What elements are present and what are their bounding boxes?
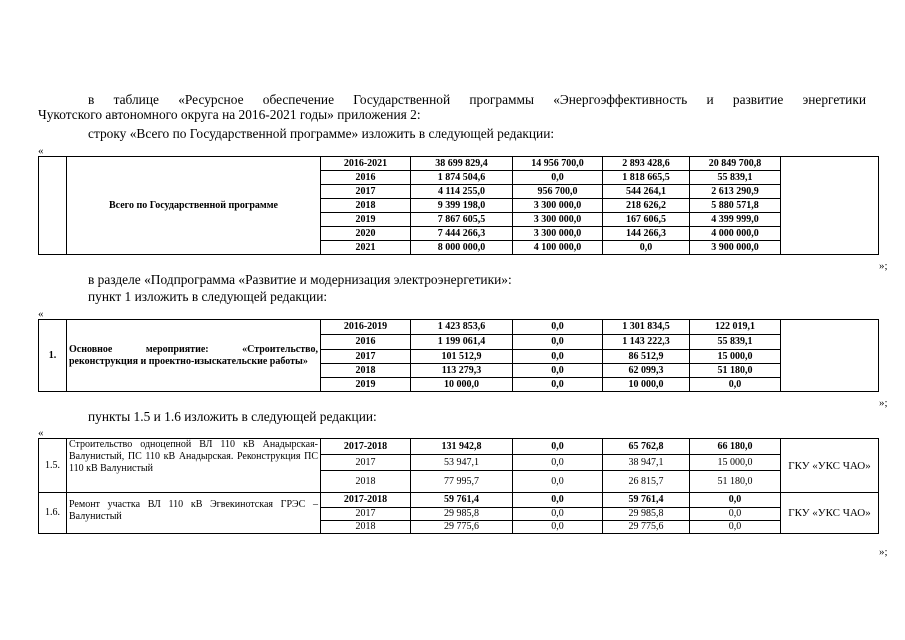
table-cell: 101 512,9 <box>411 350 513 364</box>
table-cell: 29 985,8 <box>603 508 690 521</box>
table-cell: 4 100 000,0 <box>513 241 603 255</box>
table-cell: 1 874 504,6 <box>411 171 513 185</box>
table-cell: 2016-2021 <box>321 157 411 171</box>
table-cell: 0,0 <box>513 335 603 350</box>
table-cell: 10 000,0 <box>603 378 690 392</box>
table-cell: 2 613 290,9 <box>690 185 781 199</box>
table-cell: 0,0 <box>513 471 603 493</box>
table-cell: 2017 <box>321 508 411 521</box>
close-quote-3: »; <box>879 546 888 558</box>
table-cell: 144 266,3 <box>603 227 690 241</box>
table-cell: 113 279,3 <box>411 364 513 378</box>
table-cell: 15 000,0 <box>690 455 781 471</box>
table-cell: 15 000,0 <box>690 350 781 364</box>
table-cell: 1 143 222,3 <box>603 335 690 350</box>
table-cell: 122 019,1 <box>690 320 781 335</box>
table-row <box>39 157 879 171</box>
table-cell: 3 300 000,0 <box>513 199 603 213</box>
table-cell: 0,0 <box>690 508 781 521</box>
close-quote-1: »; <box>879 260 888 272</box>
paragraph-items-15-16-instruction: пункты 1.5 и 1.6 изложить в следующей редакции: <box>88 409 377 424</box>
table-cell: 66 180,0 <box>690 439 781 455</box>
table-cell: 53 947,1 <box>411 455 513 471</box>
table-cell-num: 1. <box>39 320 67 392</box>
table-cell: 2018 <box>321 521 411 534</box>
table-row <box>39 493 879 508</box>
paragraph-table-intro: в таблице «Ресурсное обеспечение Государственной программы «Энергоэффективность и развитие энергетики <box>88 92 866 107</box>
table-cell: 167 606,5 <box>603 213 690 227</box>
table-cell-label: Основное мероприятие: «Строительство, реконструкция и проектно-изыскательские работы» <box>67 320 321 392</box>
table-cell: 86 512,9 <box>603 350 690 364</box>
table-cell: 0,0 <box>690 521 781 534</box>
table-cell: 1 199 061,4 <box>411 335 513 350</box>
table-cell: 1 423 853,6 <box>411 320 513 335</box>
table-cell: 0,0 <box>513 493 603 508</box>
table-cell: 3 300 000,0 <box>513 213 603 227</box>
close-quote-2: »; <box>879 397 888 409</box>
table-cell: 77 995,7 <box>411 471 513 493</box>
table-cell: 7 867 605,5 <box>411 213 513 227</box>
table-cell-num <box>39 157 67 255</box>
table-cell: 0,0 <box>690 493 781 508</box>
table-cell: 5 880 571,8 <box>690 199 781 213</box>
table-cell-num: 1.6. <box>39 493 67 534</box>
table-cell: 218 626,2 <box>603 199 690 213</box>
table-cell: 2019 <box>321 378 411 392</box>
table-cell: 0,0 <box>513 455 603 471</box>
table-cell: 55 839,1 <box>690 171 781 185</box>
table-cell-executor <box>781 157 879 255</box>
table-cell: 956 700,0 <box>513 185 603 199</box>
table-cell: 2017 <box>321 185 411 199</box>
table-cell: 51 180,0 <box>690 364 781 378</box>
table-cell: 38 699 829,4 <box>411 157 513 171</box>
table-cell: 4 000 000,0 <box>690 227 781 241</box>
table-cell: 0,0 <box>513 521 603 534</box>
table-cell: 59 761,4 <box>603 493 690 508</box>
table-cell: 2017 <box>321 455 411 471</box>
table-cell: 0,0 <box>690 378 781 392</box>
table-cell: 3 900 000,0 <box>690 241 781 255</box>
table-cell: 0,0 <box>513 171 603 185</box>
table-cell: 0,0 <box>513 364 603 378</box>
table-cell: 4 114 255,0 <box>411 185 513 199</box>
table-cell: 62 099,3 <box>603 364 690 378</box>
table-cell-num: 1.5. <box>39 439 67 493</box>
table-cell: 8 000 000,0 <box>411 241 513 255</box>
table-items-15-16 <box>38 438 879 534</box>
open-quote-1: « <box>38 145 44 157</box>
table-cell: 51 180,0 <box>690 471 781 493</box>
table-cell: 29 775,6 <box>603 521 690 534</box>
table-cell: 38 947,1 <box>603 455 690 471</box>
paragraph-table-intro-cont: Чукотского автономного округа на 2016-2021 годы» приложения 2: <box>38 107 421 122</box>
table-cell-label: Ремонт участка ВЛ 110 кВ Эгвекинотская ГРЭС – Валунистый <box>67 493 321 534</box>
table-cell-executor: ГКУ «УКС ЧАО» <box>781 439 879 493</box>
table-cell-label: Всего по Государственной программе <box>67 157 321 255</box>
table-cell-executor <box>781 320 879 392</box>
table-cell: 0,0 <box>513 320 603 335</box>
table-cell: 131 942,8 <box>411 439 513 455</box>
table-cell: 26 815,7 <box>603 471 690 493</box>
table-row <box>39 320 879 335</box>
table-cell: 7 444 266,3 <box>411 227 513 241</box>
table-cell: 59 761,4 <box>411 493 513 508</box>
table-program-total <box>38 156 879 255</box>
table-cell: 29 985,8 <box>411 508 513 521</box>
table-cell: 14 956 700,0 <box>513 157 603 171</box>
paragraph-row-instruction: строку «Всего по Государственной программе» изложить в следующей редакции: <box>88 126 555 141</box>
table-cell: 2017 <box>321 350 411 364</box>
table-cell: 9 399 198,0 <box>411 199 513 213</box>
table-cell: 2016-2019 <box>321 320 411 335</box>
table-cell: 4 399 999,0 <box>690 213 781 227</box>
table-cell: 0,0 <box>513 378 603 392</box>
table-cell: 2017-2018 <box>321 493 411 508</box>
table-cell: 3 300 000,0 <box>513 227 603 241</box>
table-row <box>39 439 879 455</box>
table-cell: 2016 <box>321 335 411 350</box>
table-cell: 1 301 834,5 <box>603 320 690 335</box>
table-cell: 544 264,1 <box>603 185 690 199</box>
table-cell: 0,0 <box>513 508 603 521</box>
table-cell: 20 849 700,8 <box>690 157 781 171</box>
table-cell: 2021 <box>321 241 411 255</box>
paragraph-item1-instruction: пункт 1 изложить в следующей редакции: <box>88 289 328 304</box>
paragraph-subprogram: в разделе «Подпрограмма «Развитие и модернизация электроэнергетики»: <box>88 272 512 287</box>
open-quote-3: « <box>38 427 44 439</box>
table-cell: 2016 <box>321 171 411 185</box>
table-cell: 2017-2018 <box>321 439 411 455</box>
table-cell: 2018 <box>321 364 411 378</box>
table-cell: 10 000,0 <box>411 378 513 392</box>
table-cell-executor: ГКУ «УКС ЧАО» <box>781 493 879 534</box>
table-cell: 2020 <box>321 227 411 241</box>
table-cell: 0,0 <box>513 350 603 364</box>
table-cell: 0,0 <box>603 241 690 255</box>
table-cell: 29 775,6 <box>411 521 513 534</box>
table-cell: 65 762,8 <box>603 439 690 455</box>
table-cell: 55 839,1 <box>690 335 781 350</box>
table-cell: 0,0 <box>513 439 603 455</box>
table-item-1 <box>38 319 879 392</box>
table-cell-label: Строительство одноцепной ВЛ 110 кВ Анадырская-Валунистый, ПС 110 кВ Анадырская. Реконструкция ПС 110 кВ Валунистый <box>67 439 321 493</box>
open-quote-2: « <box>38 308 44 320</box>
table-cell: 1 818 665,5 <box>603 171 690 185</box>
table-cell: 2018 <box>321 199 411 213</box>
table-cell: 2019 <box>321 213 411 227</box>
table-cell: 2018 <box>321 471 411 493</box>
table-cell: 2 893 428,6 <box>603 157 690 171</box>
